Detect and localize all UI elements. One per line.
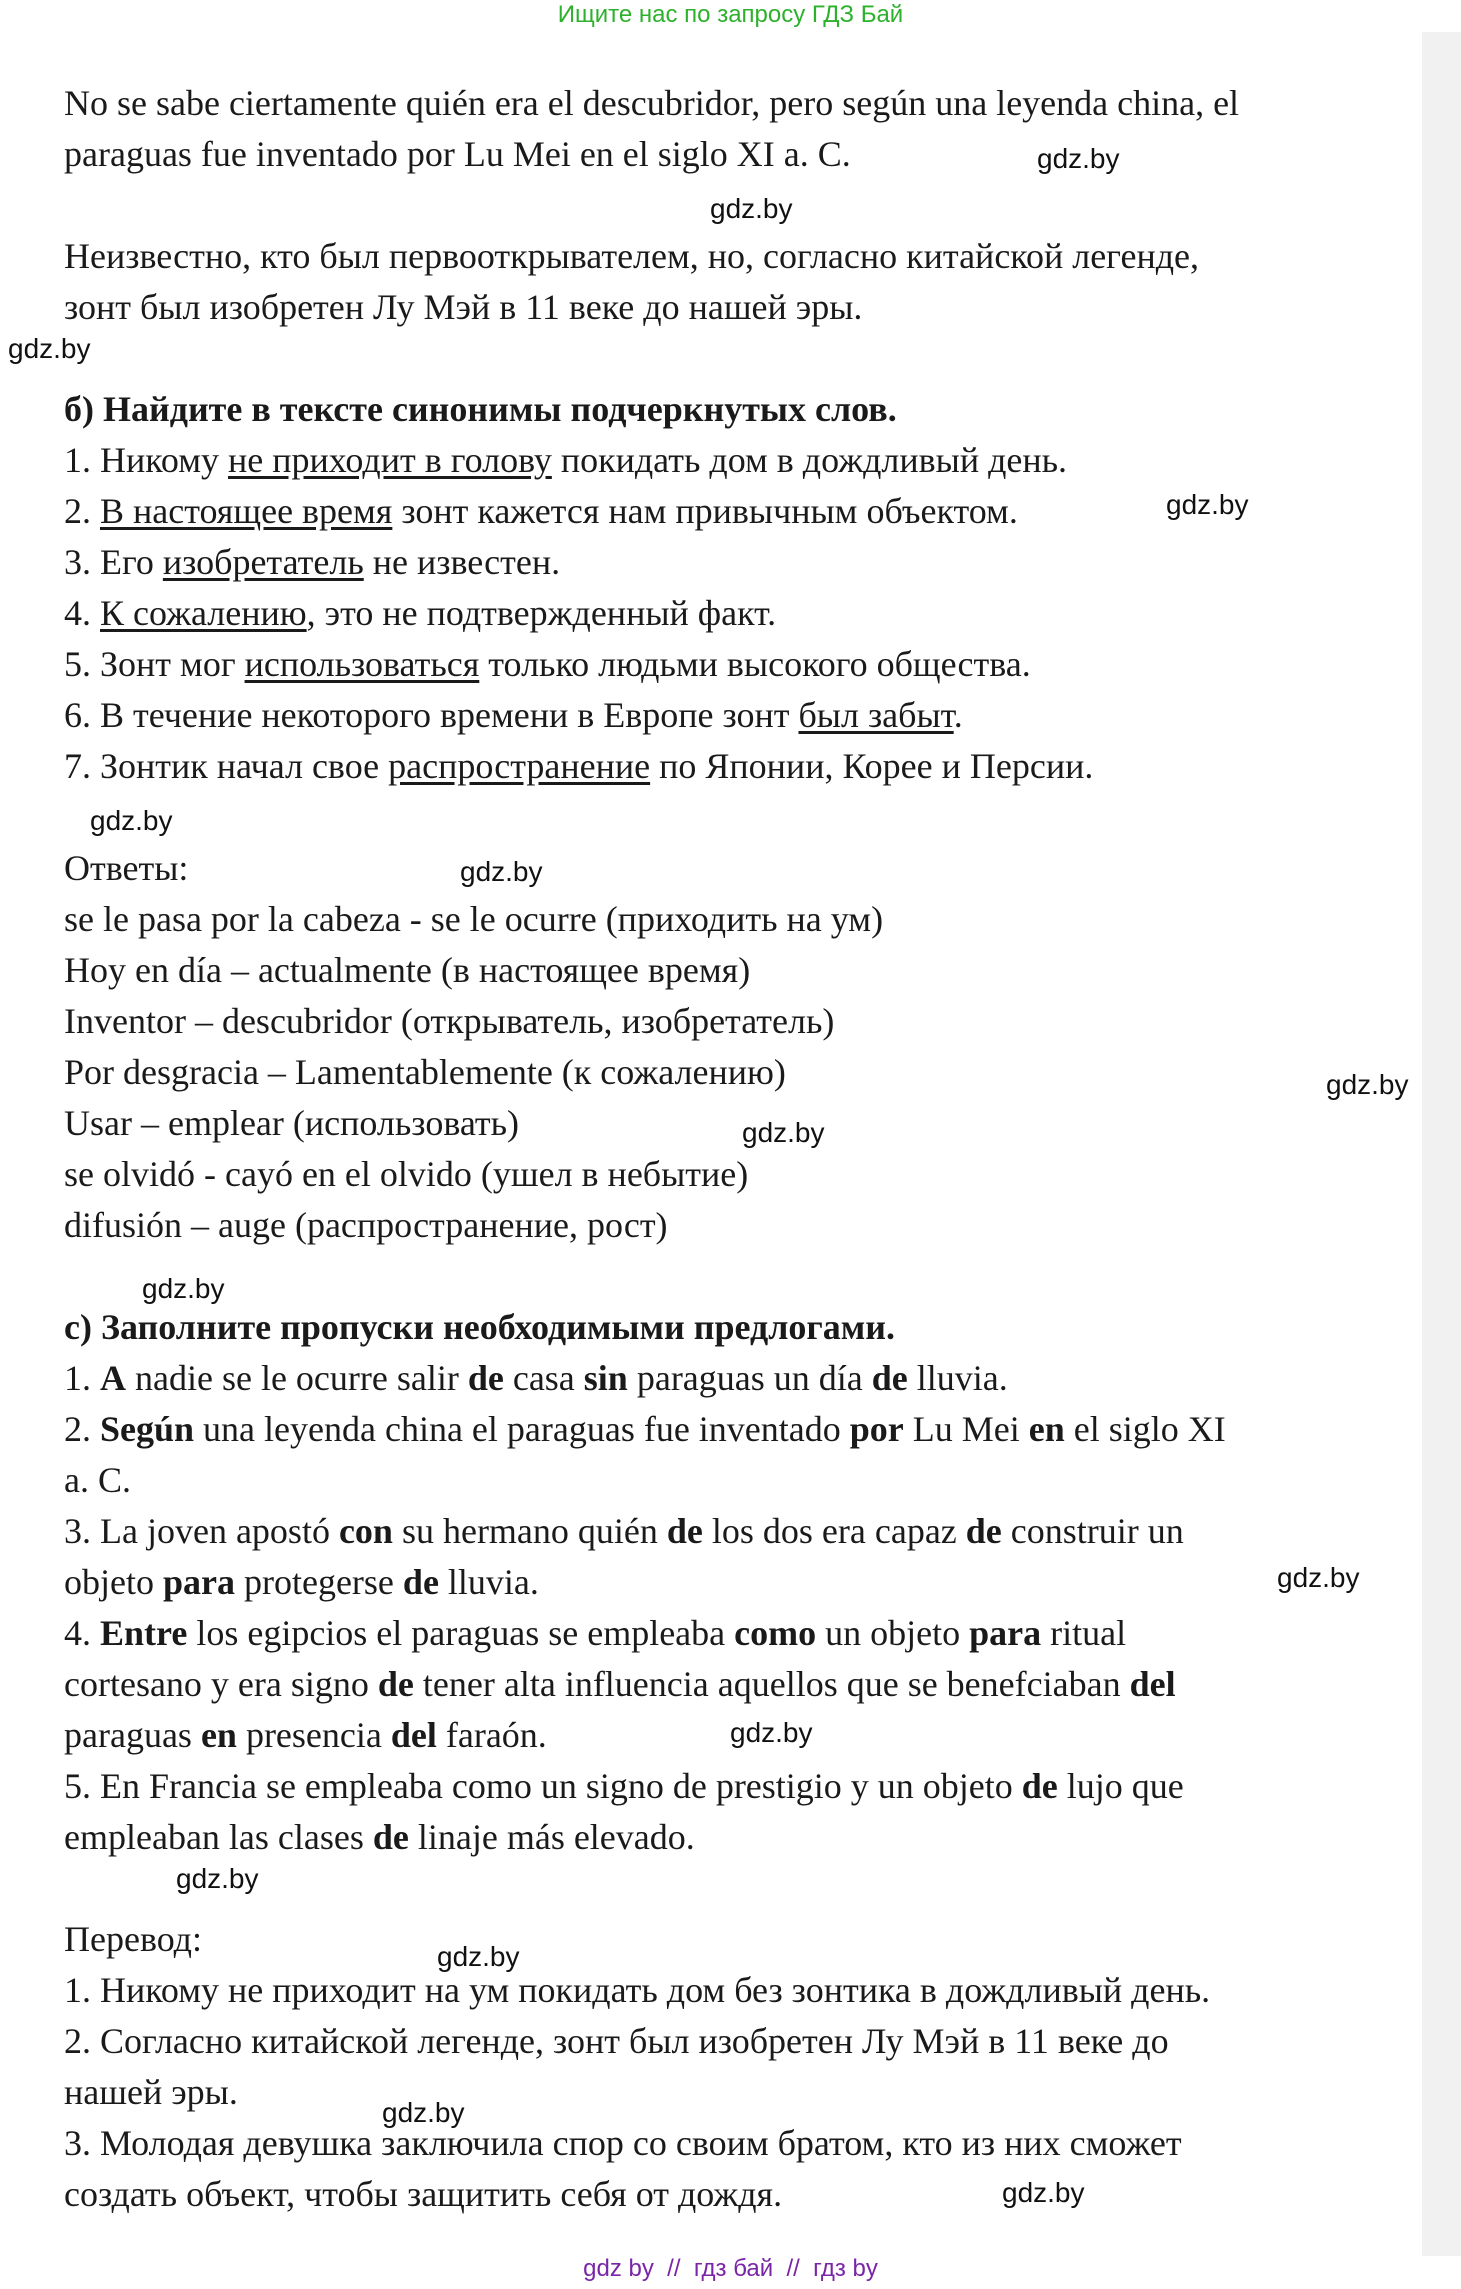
watermark: gdz.by [1002, 2177, 1085, 2208]
watermark: gdz.by [142, 1273, 225, 1304]
bold-preposition: de [1021, 1766, 1058, 1806]
bold-preposition: del [1129, 1664, 1176, 1704]
watermark: gdz.by [1326, 1069, 1409, 1100]
text-segment: 7. Зонтик начал свое [64, 746, 389, 786]
text-segment: lluvia. [438, 1562, 539, 1602]
text-line: Перевод: [64, 1919, 202, 1959]
text-line [64, 639, 1399, 690]
text-line [64, 690, 1399, 741]
underlined-phrase: был забыт [798, 695, 954, 735]
bold-preposition: en [1028, 1409, 1065, 1449]
paragraph-gap [64, 1251, 1399, 1302]
text-segment: . [953, 695, 963, 735]
text-line [64, 1761, 1399, 1812]
underlined-phrase: использоваться [244, 644, 480, 684]
text-line: Неизвестно, кто был первооткрывателем, но, согласно китайской легенде, [64, 236, 1200, 276]
bold-preposition: de [377, 1664, 414, 1704]
text-segment: el siglo XI [1064, 1409, 1226, 1449]
text-segment: casa [503, 1358, 584, 1398]
text-line: создать объект, чтобы защитить себя от дождя. [64, 2174, 783, 2214]
text-segment: los egipcios el paraguas se empleaba [187, 1613, 735, 1653]
underlined-phrase: В настоящее время [100, 491, 393, 531]
watermark: gdz.by [1277, 1562, 1360, 1593]
bold-preposition: como [734, 1613, 817, 1653]
bold-preposition: de [666, 1511, 703, 1551]
text-segment: objeto [64, 1562, 163, 1602]
watermark: gdz.by [730, 1717, 813, 1748]
text-line [64, 1659, 1399, 1710]
text-line [64, 741, 1399, 792]
underlined-phrase: распространение [388, 746, 651, 786]
text-segment: не известен. [363, 542, 561, 582]
text-line: se olvidó - cayó en el olvido (ушел в небытие) [64, 1154, 749, 1194]
text-line: a. C. [64, 1460, 131, 1500]
bold-preposition: con [338, 1511, 393, 1551]
paragraph-gap [64, 333, 1399, 384]
text-line: Hoy en día – actualmente (в настоящее время) [64, 950, 751, 990]
watermark: gdz.by [742, 1117, 825, 1148]
text-segment: una leyenda china el paraguas fue inventado [194, 1409, 850, 1449]
text-line: No se sabe ciertamente quién era el descubridor, pero según una leyenda china, el [64, 83, 1240, 123]
underlined-phrase: изобретатель [162, 542, 364, 582]
underlined-phrase: не приходит в голову [228, 440, 552, 480]
bold-preposition: del [390, 1715, 437, 1755]
text-segment: покидать дом в дождливый день. [551, 440, 1068, 480]
text-segment: tener alta influencia aquellos que se benefciaban [413, 1664, 1130, 1704]
text-segment: cortesano y era signo [64, 1664, 378, 1704]
text-segment: 1. [64, 1358, 100, 1398]
bold-preposition: por [849, 1409, 904, 1449]
text-line [64, 1506, 1399, 1557]
text-line: Usar – emplear (использовать) [64, 1103, 520, 1143]
bold-preposition: de [372, 1817, 409, 1857]
paragraph-gap [64, 792, 1399, 843]
section-heading: б) Найдите в тексте синонимы подчеркнутых слов. [64, 389, 897, 429]
paragraph-gap [64, 1863, 1399, 1914]
text-segment: faraón. [436, 1715, 547, 1755]
text-segment: un objeto [816, 1613, 970, 1653]
text-segment: los dos era capaz [702, 1511, 966, 1551]
text-line: 1. Никому не приходит на ум покидать дом без зонтика в дождливый день. [64, 1970, 1211, 2010]
text-segment: 2. [64, 1409, 100, 1449]
text-segment: construir un [1001, 1511, 1184, 1551]
bold-preposition: sin [583, 1358, 628, 1398]
text-segment: nadie se le ocurre salir [126, 1358, 468, 1398]
text-segment: lujo que [1057, 1766, 1184, 1806]
bold-preposition: de [402, 1562, 439, 1602]
text-segment: , это не подтвержденный факт. [306, 593, 777, 633]
text-segment: presencia [236, 1715, 391, 1755]
text-segment: 3. La joven apostó [64, 1511, 339, 1551]
watermark: gdz.by [8, 333, 91, 364]
text-segment: зонт кажется нам привычным объектом. [392, 491, 1018, 531]
text-line: Por desgracia – Lamentablemente (к сожалению) [64, 1052, 786, 1092]
scrollbar[interactable] [1422, 32, 1461, 2256]
text-segment: 4. [64, 593, 100, 633]
text-line: difusión – auge (распространение, рост) [64, 1205, 668, 1245]
underlined-phrase: К сожалению [100, 593, 307, 633]
text-segment: lluvia. [907, 1358, 1008, 1398]
watermark: gdz.by [460, 856, 543, 887]
bold-preposition: A [100, 1358, 126, 1398]
text-segment: protegerse [234, 1562, 403, 1602]
text-line [64, 1608, 1399, 1659]
text-segment: Lu Mei [903, 1409, 1029, 1449]
text-segment: только людьми высокого общества. [479, 644, 1031, 684]
watermark: gdz.by [1166, 489, 1249, 520]
text-segment: по Японии, Корее и Персии. [650, 746, 1094, 786]
watermark: gdz.by [710, 193, 793, 224]
text-segment: 5. Зонт мог [64, 644, 245, 684]
text-line: 2. Согласно китайской легенде, зонт был изобретен Лу Мэй в 11 веке до [64, 2021, 1169, 2061]
watermark: gdz.by [382, 2097, 465, 2128]
top-banner: Ищите нас по запросу ГДЗ Бай [557, 1, 904, 28]
text-line: paraguas fue inventado por Lu Mei en el siglo XI a. C. [64, 134, 851, 174]
text-segment: 1. Никому [64, 440, 229, 480]
text-segment: 6. В течение некоторого времени в Европе зонт [64, 695, 799, 735]
text-segment: 3. Его [64, 542, 163, 582]
document-body [64, 78, 1399, 2220]
text-line: нашей эры. [64, 2072, 238, 2112]
bold-preposition: para [162, 1562, 235, 1602]
text-segment: 5. En Francia se empleaba como un signo de prestigio y un objeto [64, 1766, 1022, 1806]
section-heading: c) Заполните пропуски необходимыми предлогами. [64, 1307, 896, 1347]
bold-preposition: en [200, 1715, 237, 1755]
text-segment: 2. [64, 491, 100, 531]
text-line: se le pasa por la cabeza - se le ocurre (приходить на ум) [64, 899, 884, 939]
text-line: 3. Молодая девушка заключила спор со своим братом, кто из них сможет [64, 2123, 1182, 2163]
text-segment: ritual [1041, 1613, 1127, 1653]
text-line [64, 435, 1399, 486]
bold-preposition: de [965, 1511, 1002, 1551]
watermark: gdz.by [437, 1941, 520, 1972]
text-line: Inventor – descubridor (открыватель, изобретатель) [64, 1001, 835, 1041]
text-line [64, 588, 1399, 639]
text-segment: 4. [64, 1613, 100, 1653]
text-line: зонт был изобретен Лу Мэй в 11 веке до нашей эры. [64, 287, 863, 327]
bold-preposition: Según [100, 1409, 195, 1449]
watermark: gdz.by [176, 1863, 259, 1894]
text-segment: empleaban las clases [64, 1817, 373, 1857]
text-segment: linaje más elevado. [408, 1817, 695, 1857]
text-line [64, 1557, 1399, 1608]
bold-preposition: de [467, 1358, 504, 1398]
bold-preposition: de [871, 1358, 908, 1398]
bold-preposition: Entre [100, 1613, 188, 1653]
text-line: Ответы: [64, 848, 189, 888]
watermark: gdz.by [1037, 143, 1120, 174]
text-line [64, 1353, 1399, 1404]
text-segment: su hermano quién [392, 1511, 667, 1551]
bottom-banner: gdz by // гдз бай // гдз by [583, 2255, 878, 2282]
text-segment: paraguas un día [627, 1358, 872, 1398]
watermark: gdz.by [90, 805, 173, 836]
text-line [64, 1404, 1399, 1455]
text-segment: paraguas [64, 1715, 201, 1755]
bold-preposition: para [969, 1613, 1042, 1653]
text-line [64, 1812, 1399, 1863]
text-line [64, 537, 1399, 588]
